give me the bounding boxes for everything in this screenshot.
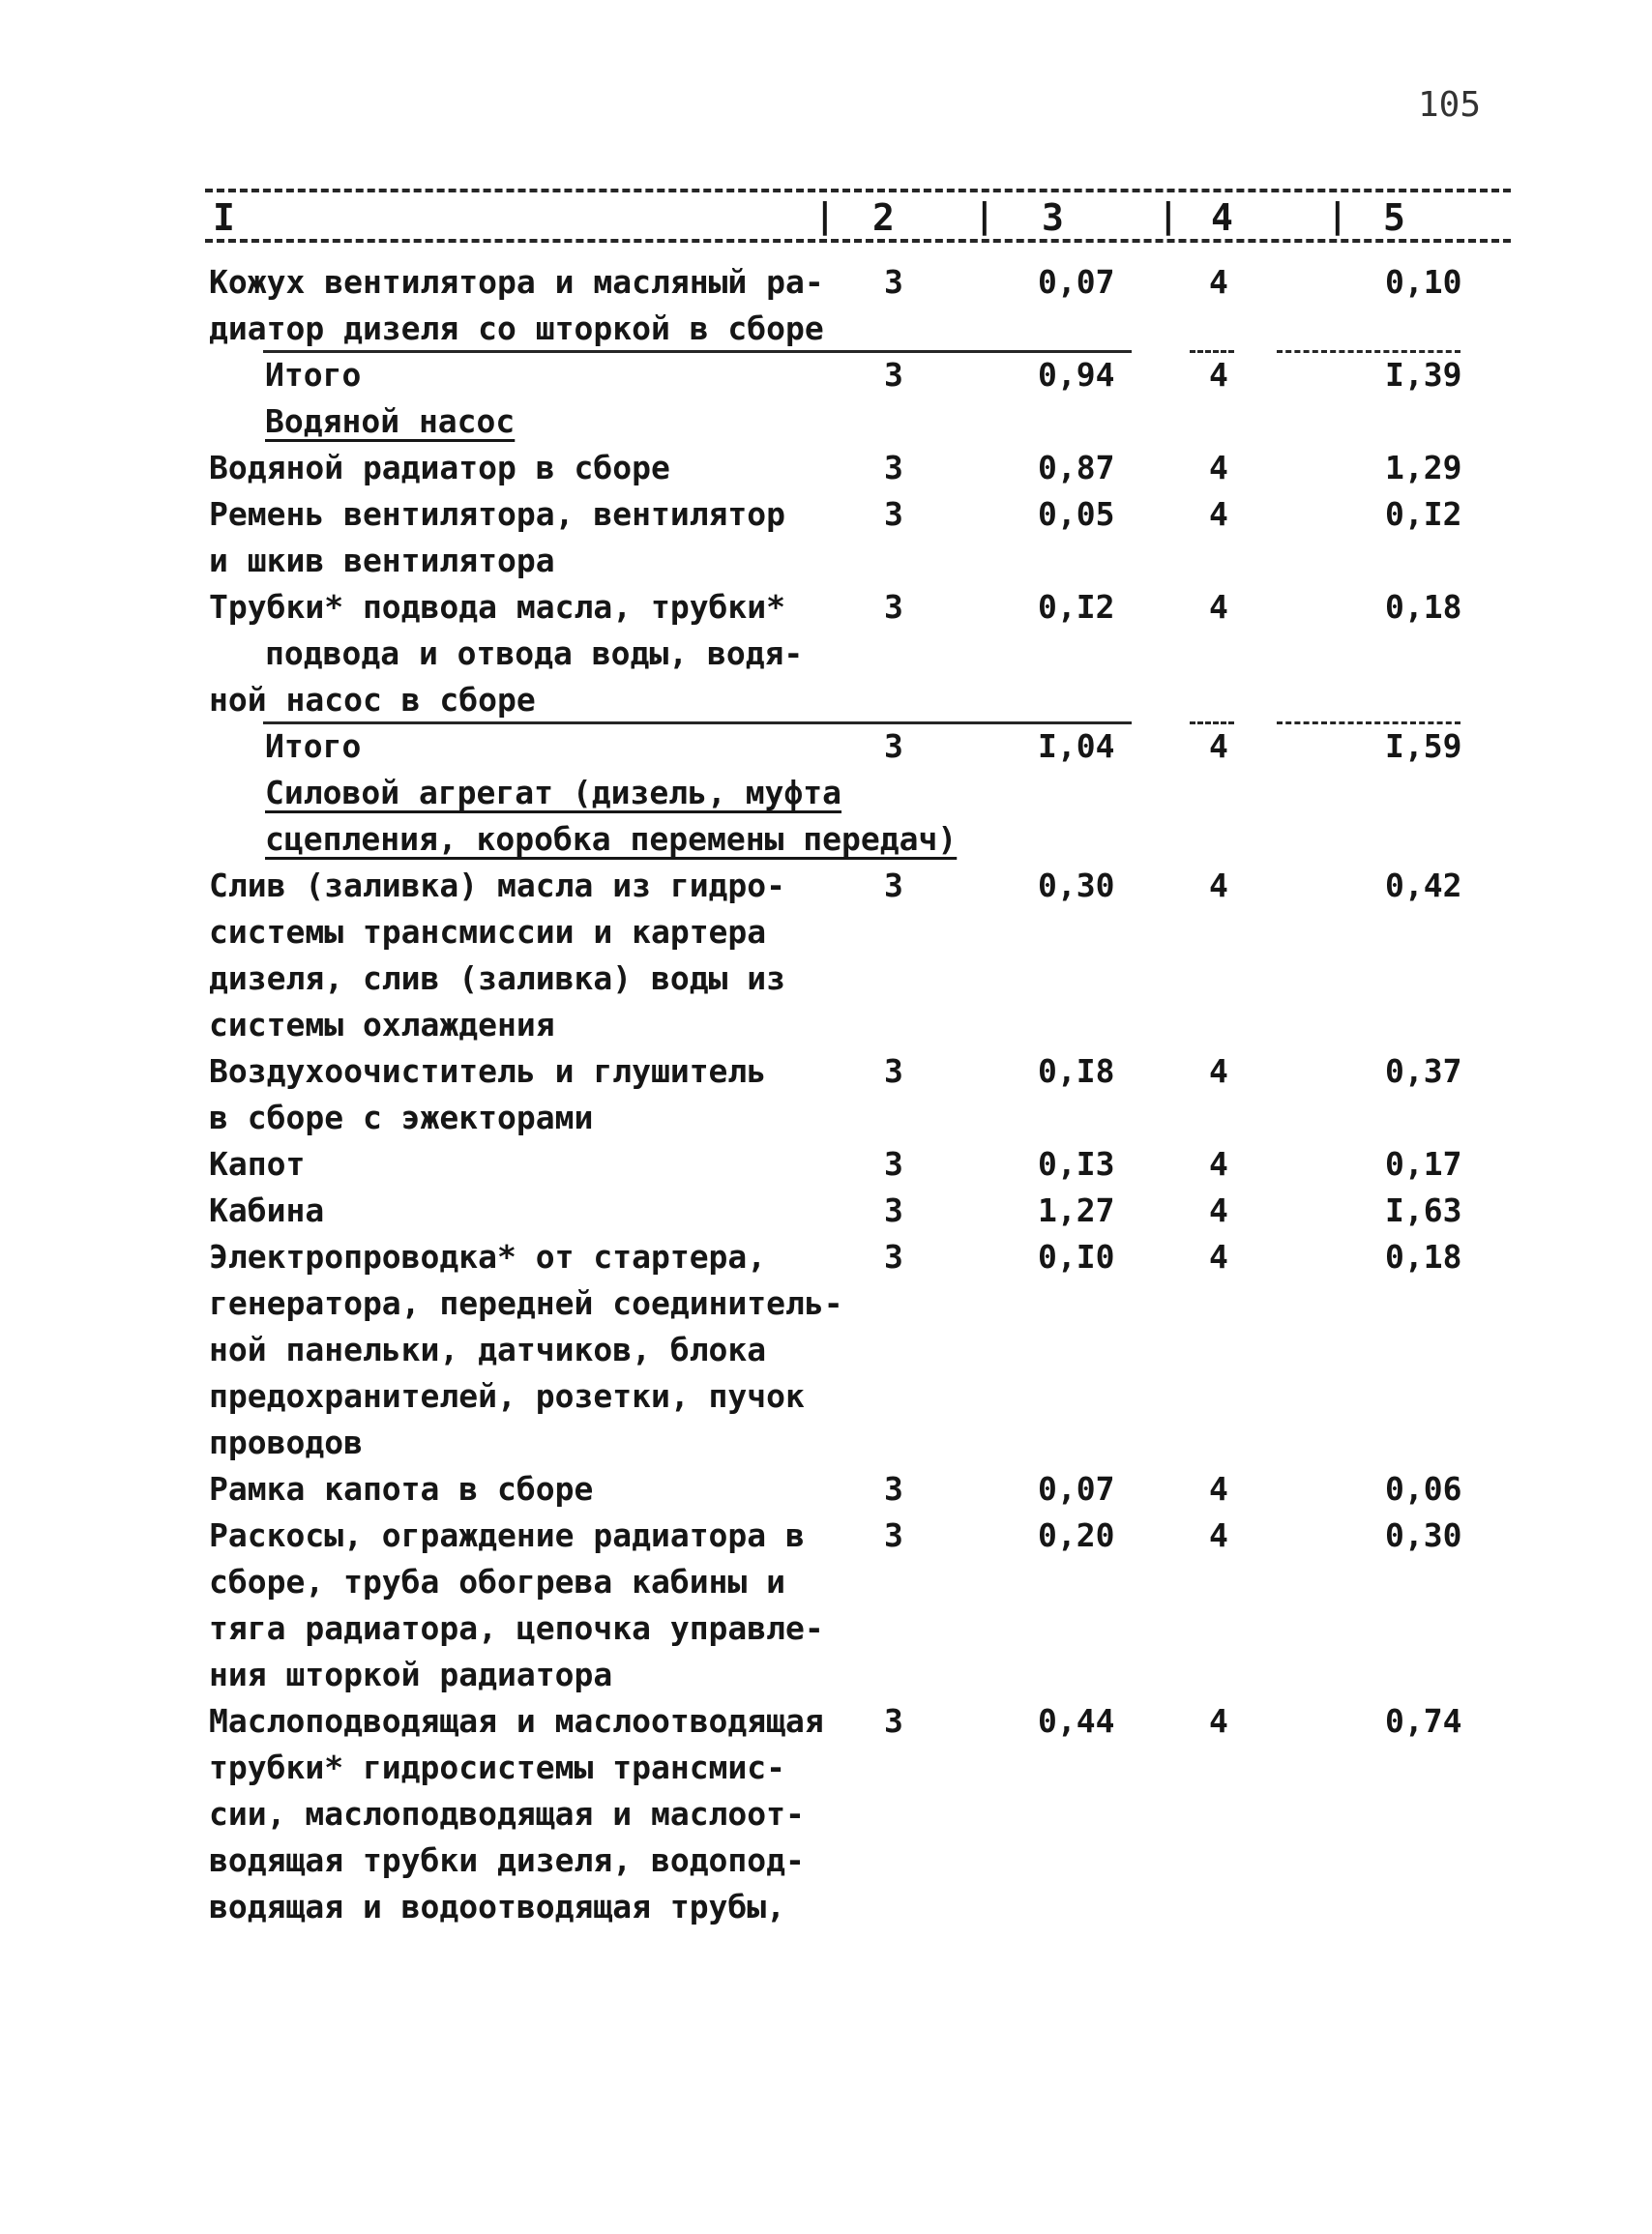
description-line: генератора, передней соединитель- (209, 1284, 843, 1322)
table-row (0, 1466, 1652, 1513)
description-line: и шкив вентилятора (209, 542, 555, 579)
cell-col-5: 0,18 (1385, 1238, 1462, 1276)
description-line: системы трансмиссии и картера (209, 913, 767, 951)
description-line: ния шторкой радиатора (209, 1656, 613, 1693)
cell-col-3: I,04 (1038, 727, 1115, 765)
header-separator: | (1327, 196, 1348, 236)
cell-col-2: 3 (884, 588, 903, 626)
description-line: Итого (265, 356, 362, 394)
cell-col-4: 4 (1209, 1191, 1228, 1229)
cell-col-4: 4 (1209, 449, 1228, 486)
description-line: тяга радиатора, цепочка управле- (209, 1609, 824, 1647)
description-line: Рамка капота в сборе (209, 1470, 594, 1508)
row-description (209, 1466, 593, 1513)
description-line: водящая и водоотводящая трубы, (209, 1888, 786, 1925)
description-line: Силовой агрегат (дизель, муфта (265, 774, 842, 811)
header-col-2: 2 (872, 196, 895, 239)
description-line: ной панельки, датчиков, блока (209, 1331, 767, 1368)
cell-col-4: 4 (1209, 867, 1228, 904)
description-line: Раскосы, ограждение радиатора в (209, 1516, 805, 1554)
cell-col-2: 3 (884, 1702, 903, 1740)
description-line: дизеля, слив (заливка) воды из (209, 959, 786, 997)
table-row (0, 1048, 1652, 1141)
description-line: в сборе с эжекторами (209, 1099, 594, 1136)
header-col-1: I (213, 196, 235, 239)
cell-col-5: 0,17 (1385, 1145, 1462, 1183)
description-line: Слив (заливка) масла из гидро- (209, 867, 786, 904)
description-line: водящая трубки дизеля, водопод- (209, 1841, 805, 1879)
cell-col-5: I,59 (1385, 727, 1462, 765)
row-description (209, 1513, 824, 1698)
row-description (209, 770, 957, 863)
table-row (0, 1698, 1652, 1930)
description-line: Кабина (209, 1191, 325, 1229)
cell-col-4: 4 (1209, 1052, 1228, 1090)
row-description (209, 723, 361, 770)
row-description (209, 1141, 305, 1188)
cell-col-2: 3 (884, 1470, 903, 1508)
description-line: Трубки* подвода масла, трубки* (209, 588, 786, 626)
cell-col-2: 3 (884, 449, 903, 486)
total-rule (1277, 721, 1460, 724)
total-row (0, 352, 1652, 398)
cell-col-2: 3 (884, 1238, 903, 1276)
cell-col-5: 0,37 (1385, 1052, 1462, 1090)
row-description (209, 491, 785, 584)
cell-col-2: 3 (884, 263, 903, 301)
cell-col-4: 4 (1209, 588, 1228, 626)
header-separator: | (974, 196, 995, 236)
cell-col-3: 0,I8 (1038, 1052, 1115, 1090)
description-line: предохранителей, розетки, пучок (209, 1377, 805, 1415)
description-line: системы охлаждения (209, 1006, 555, 1044)
cell-col-5: I,39 (1385, 356, 1462, 394)
total-rule (263, 350, 1095, 353)
header-separator: | (1158, 196, 1179, 236)
cell-col-4: 4 (1209, 263, 1228, 301)
cell-col-2: 3 (884, 495, 903, 533)
cell-col-3: 0,30 (1038, 867, 1115, 904)
cell-col-5: 0,18 (1385, 588, 1462, 626)
table-row (0, 1188, 1652, 1234)
cell-col-3: 0,05 (1038, 495, 1115, 533)
cell-col-5: 0,30 (1385, 1516, 1462, 1554)
row-description (209, 352, 361, 398)
header-separator: | (814, 196, 836, 236)
cell-col-5: 0,I2 (1385, 495, 1462, 533)
row-description (209, 863, 785, 1048)
row-description (209, 259, 824, 352)
description-line: Кожух вентилятора и масляный ра- (209, 263, 824, 301)
cell-col-4: 4 (1209, 727, 1228, 765)
cell-col-3: 0,87 (1038, 449, 1115, 486)
cell-col-3: 0,I3 (1038, 1145, 1115, 1183)
description-line: сии, маслоподводящая и маслоот- (209, 1795, 805, 1833)
table-row (0, 584, 1652, 723)
table-row (0, 1234, 1652, 1466)
row-description (209, 398, 515, 445)
cell-col-2: 3 (884, 867, 903, 904)
cell-col-3: 0,20 (1038, 1516, 1115, 1554)
table-row (0, 863, 1652, 1048)
total-rule (1025, 721, 1132, 724)
cell-col-4: 4 (1209, 356, 1228, 394)
description-line: Итого (265, 727, 362, 765)
cell-col-5: I,63 (1385, 1191, 1462, 1229)
cell-col-3: 0,07 (1038, 263, 1115, 301)
cell-col-5: 1,29 (1385, 449, 1462, 486)
section-heading (0, 398, 1652, 445)
description-line: Водяной радиатор в сборе (209, 449, 670, 486)
header-col-4: 4 (1211, 196, 1233, 239)
cell-col-5: 0,06 (1385, 1470, 1462, 1508)
total-rule (1190, 721, 1234, 724)
header-col-5: 5 (1383, 196, 1405, 239)
cell-col-3: 1,27 (1038, 1191, 1115, 1229)
cell-col-3: 0,I0 (1038, 1238, 1115, 1276)
row-description (209, 1048, 766, 1141)
cell-col-5: 0,74 (1385, 1702, 1462, 1740)
description-line: диатор дизеля со шторкой в сборе (209, 309, 824, 347)
cell-col-3: 0,07 (1038, 1470, 1115, 1508)
section-heading (0, 770, 1652, 863)
cell-col-2: 3 (884, 356, 903, 394)
table-row (0, 1141, 1652, 1188)
description-line: проводов (209, 1424, 363, 1461)
row-description (209, 1698, 824, 1930)
row-description (209, 1188, 324, 1234)
table-row (0, 491, 1652, 584)
page-number: 105 (1418, 85, 1482, 125)
description-line: Воздухоочиститель и глушитель (209, 1052, 767, 1090)
table-row (0, 1513, 1652, 1698)
cell-col-4: 4 (1209, 1702, 1228, 1740)
cell-col-2: 3 (884, 1191, 903, 1229)
cell-col-3: 0,44 (1038, 1702, 1115, 1740)
cell-col-2: 3 (884, 1145, 903, 1183)
cell-col-3: 0,94 (1038, 356, 1115, 394)
description-line: сборе, труба обогрева кабины и (209, 1563, 786, 1601)
description-line: Электропроводка* от стартера, (209, 1238, 767, 1276)
cell-col-5: 0,10 (1385, 263, 1462, 301)
description-line: Ремень вентилятора, вентилятор (209, 495, 786, 533)
description-line: трубки* гидросистемы трансмис- (209, 1749, 786, 1786)
cell-col-2: 3 (884, 727, 903, 765)
cell-col-4: 4 (1209, 1470, 1228, 1508)
row-description (209, 1234, 843, 1466)
cell-col-2: 3 (884, 1052, 903, 1090)
cell-col-4: 4 (1209, 495, 1228, 533)
total-row (0, 723, 1652, 770)
description-line: ной насос в сборе (209, 681, 536, 719)
cell-col-4: 4 (1209, 1516, 1228, 1554)
total-rule (263, 721, 1095, 724)
table-row (0, 259, 1652, 352)
description-line: сцепления, коробка перемены передач) (265, 820, 958, 858)
cell-col-4: 4 (1209, 1145, 1228, 1183)
description-line: Капот (209, 1145, 306, 1183)
table-row (0, 445, 1652, 491)
row-description (209, 445, 670, 491)
description-line: подвода и отвода воды, водя- (265, 634, 804, 672)
row-description (209, 584, 803, 723)
cell-col-3: 0,I2 (1038, 588, 1115, 626)
header-col-3: 3 (1042, 196, 1064, 239)
total-rule (1190, 350, 1234, 353)
description-line: Водяной насос (265, 402, 516, 440)
cell-col-4: 4 (1209, 1238, 1228, 1276)
cell-col-5: 0,42 (1385, 867, 1462, 904)
cell-col-2: 3 (884, 1516, 903, 1554)
total-rule (1025, 350, 1132, 353)
description-line: Маслоподводящая и маслоотводящая (209, 1702, 824, 1740)
total-rule (1277, 350, 1460, 353)
